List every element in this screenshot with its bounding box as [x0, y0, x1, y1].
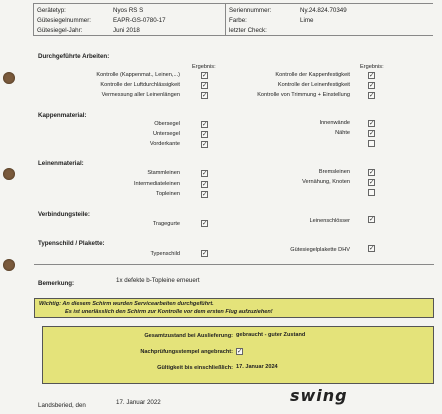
leinen-left-checkbox-1[interactable]	[201, 181, 208, 188]
guetesiegeljahr-label: Gütesiegel-Jahr:	[37, 27, 83, 34]
verbindungsteile-title: Verbindungsteile:	[38, 211, 90, 218]
letzter-check-label: letzter Check:	[229, 27, 267, 34]
arbeiten-right-checkbox-0[interactable]	[368, 72, 375, 79]
kappenmaterial-title: Kappenmaterial:	[38, 112, 87, 119]
header-border-bottom	[33, 35, 433, 36]
binder-hole-3	[3, 259, 15, 271]
verbindung-right-checkbox[interactable]	[368, 216, 375, 223]
verbindung-left-checkbox[interactable]	[201, 220, 208, 227]
footer-datum: 17. Januar 2022	[116, 399, 161, 406]
section-divider	[34, 264, 434, 265]
leinen-left-label-1: Intermediateleinen	[133, 181, 180, 187]
leinen-left-checkbox-2[interactable]	[201, 191, 208, 198]
leinen-left-label-0: Stammleinen	[147, 170, 180, 176]
kappen-right-checkbox-1[interactable]	[368, 130, 375, 137]
arbeiten-right-checkbox-1[interactable]	[368, 82, 375, 89]
farbe-label: Farbe:	[229, 17, 247, 24]
arbeiten-left-checkbox-2[interactable]	[201, 92, 208, 99]
leinenmaterial-title: Leinenmaterial:	[38, 160, 84, 167]
kappen-left-label-2: Vorderkante	[149, 141, 180, 147]
leinen-right-label-0: Bremsleinen	[318, 169, 350, 175]
notice-line-2: Es ist unerlässlich den Schirm zur Kontrolle vor dem ersten Flug aufzuziehen!	[65, 309, 273, 315]
header-border-left	[33, 3, 34, 35]
ergebnis-label-right: Ergebnis:	[360, 64, 384, 70]
service-notice	[34, 298, 434, 318]
swing-logo: swing	[290, 386, 348, 405]
typenschild-left-label: Typenschild	[150, 251, 180, 257]
kappen-left-checkbox-2[interactable]	[201, 141, 208, 148]
arbeiten-left-checkbox-1[interactable]	[201, 82, 208, 89]
typenschild-left-checkbox[interactable]	[201, 250, 208, 257]
footer-ort: Landsberied, den	[38, 402, 86, 409]
verbindung-right-label: Leinenschlösser	[309, 218, 350, 224]
verbindung-left-label: Tragegurte	[152, 221, 180, 227]
gueltig-value: 17. Januar 2024	[236, 364, 278, 370]
arbeiten-right-label-2: Kontrolle von Trimmung + Einstellung	[257, 92, 350, 98]
notice-line-1: Wichtig: An diesem Schirm wurden Servicearbeiten durchgeführt.	[39, 301, 214, 307]
kappen-left-label-0: Obersegel	[154, 121, 180, 127]
gesamtzustand-value: gebraucht - guter Zustand	[236, 332, 306, 338]
guetesiegelnummer-value: EAPR-GS-0780-17	[113, 17, 166, 24]
bemerkung-value: 1x defekte b-Topleine erneuert	[116, 277, 200, 284]
farbe-value: Lime	[300, 17, 314, 24]
arbeiten-right-label-1: Kontrolle der Leinenfestigkeit	[277, 82, 350, 88]
arbeiten-left-label-2: Vermessung aller Leinenlängen	[101, 92, 180, 98]
leinen-left-checkbox-0[interactable]	[201, 170, 208, 177]
geraetetyp-value: Nyos RS S	[113, 7, 144, 14]
gesamtzustand-label: Gesamtzustand bei Auslieferung:	[144, 333, 233, 339]
kappen-right-label-0: Innenwände	[319, 120, 350, 126]
typenschild-right-label: Gütesiegelplakette DHV	[290, 247, 350, 253]
kappen-right-label-1: Nähte	[335, 130, 350, 136]
guetesiegelnummer-label: Gütesiegelnummer:	[37, 17, 91, 24]
binder-hole-1	[3, 72, 15, 84]
kappen-left-checkbox-0[interactable]	[201, 121, 208, 128]
result-box	[42, 326, 434, 384]
stempel-checkbox[interactable]	[236, 348, 243, 355]
kappen-left-label-1: Untersegel	[152, 131, 180, 137]
gueltig-label: Gültigkeit bis einschließlich:	[157, 365, 233, 371]
leinen-right-checkbox-0[interactable]	[368, 169, 375, 176]
ergebnis-label-left: Ergebnis:	[192, 64, 216, 70]
seriennummer-label: Seriennummer:	[229, 7, 272, 14]
arbeiten-right-checkbox-2[interactable]	[368, 92, 375, 99]
arbeiten-title: Durchgeführte Arbeiten:	[38, 53, 110, 60]
seriennummer-value: Ny.24.824.70349	[300, 7, 347, 14]
arbeiten-right-label-0: Kontrolle der Kappenfestigkeit	[275, 72, 350, 78]
arbeiten-left-checkbox-0[interactable]	[201, 72, 208, 79]
leinen-right-checkbox-2[interactable]	[368, 189, 375, 196]
guetesiegeljahr-value: Juni 2018	[113, 27, 140, 34]
kappen-right-checkbox-0[interactable]	[368, 120, 375, 127]
arbeiten-left-label-0: Kontrolle (Kappenmat., Leinen,...)	[96, 72, 180, 78]
typenschild-title: Typenschild / Plakette:	[38, 240, 105, 247]
leinen-right-checkbox-1[interactable]	[368, 179, 375, 186]
arbeiten-left-label-1: Kontrolle der Luftdurchlässigkeit	[100, 82, 180, 88]
kappen-left-checkbox-1[interactable]	[201, 131, 208, 138]
leinen-right-label-1: Vernähung, Knoten	[302, 179, 350, 185]
leinen-left-label-2: Topleinen	[156, 191, 180, 197]
typenschild-right-checkbox[interactable]	[368, 245, 375, 252]
geraetetyp-label: Gerätetyp:	[37, 7, 66, 14]
header-border-top	[33, 3, 433, 4]
header-divider	[225, 3, 226, 35]
kappen-right-checkbox-2[interactable]	[368, 140, 375, 147]
binder-hole-2	[3, 168, 15, 180]
stempel-label: Nachprüfungsstempel angebracht:	[140, 349, 233, 355]
bemerkung-label: Bemerkung:	[38, 280, 75, 287]
